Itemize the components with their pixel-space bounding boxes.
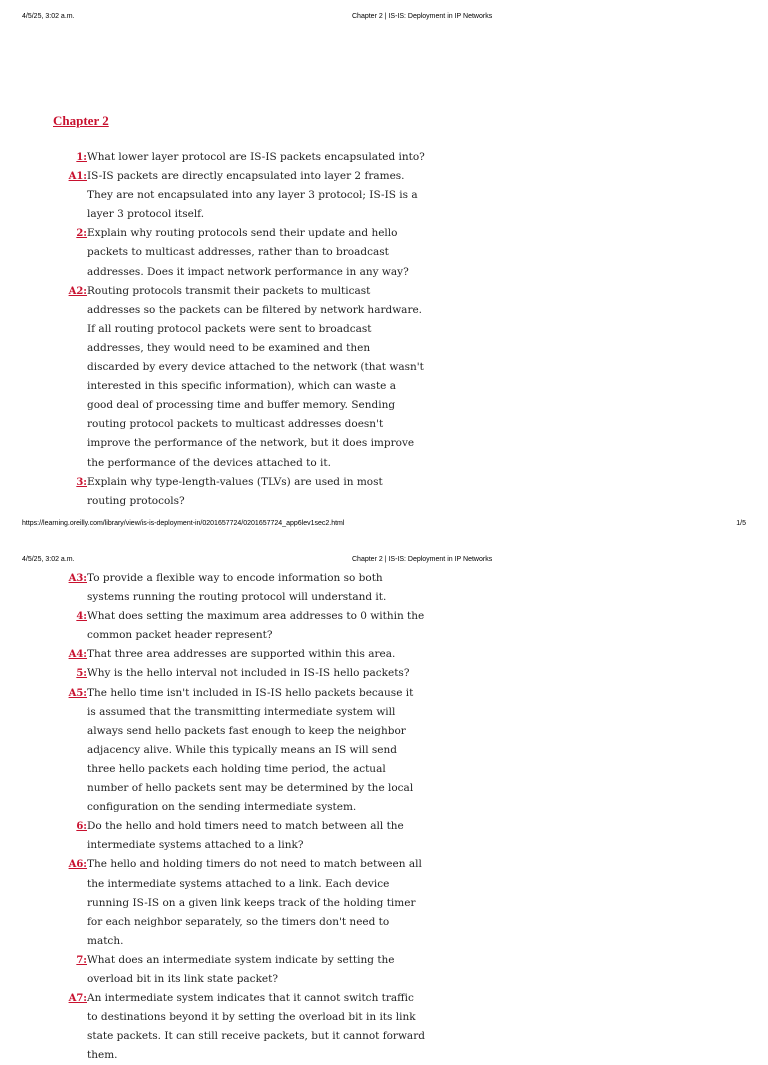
answer-item — [0, 645, 768, 664]
header-datetime: 4/5/25, 3:02 a.m. — [22, 13, 75, 20]
header-datetime: 4/5/25, 3:02 a.m. — [22, 556, 75, 563]
answer-text: The hello and holding timers do not need to match between all the intermediate systems attached to a link. Each device running IS-IS on a given link keeps track of the holding timer for each neighbor separately, so the timers don't need to match. — [87, 858, 422, 947]
answer-link[interactable]: A5: — [68, 687, 87, 699]
question-link[interactable]: 1: — [76, 152, 87, 163]
answer-item — [0, 855, 768, 950]
chapter-title-link[interactable]: Chapter 2 — [53, 113, 109, 128]
header-title: Chapter 2 | IS-IS: Deployment in IP Networks — [352, 556, 493, 563]
question-link[interactable]: 4: — [76, 611, 87, 623]
question-text: Do the hello and hold timers need to match between all the intermediate systems attached to a link? — [87, 820, 404, 852]
answer-item — [0, 684, 768, 818]
question-link[interactable]: 5: — [76, 668, 87, 680]
answer-link[interactable]: A3: — [68, 573, 87, 584]
question-item — [0, 607, 768, 645]
answer-link[interactable]: A1: — [68, 171, 87, 183]
question-text: What does setting the maximum area addresses to 0 within the common packet header represent? — [87, 610, 425, 642]
question-item — [0, 951, 768, 989]
question-link[interactable]: 7: — [76, 954, 87, 966]
answer-link[interactable]: A7: — [68, 993, 87, 1005]
page-header — [0, 556, 768, 568]
question-text: Explain why type-length-values (TLVs) are used in most routing protocols? — [87, 475, 383, 507]
answer-link[interactable]: A2: — [68, 285, 87, 297]
answer-text: An intermediate system indicates that it cannot switch traffic to destinations beyond it by setting the overload bit in its link state packets. It can still receive packets, but it cannot forward them. — [87, 992, 425, 1062]
answer-item — [0, 569, 768, 607]
question-item — [0, 148, 768, 167]
question-item — [0, 224, 768, 281]
answer-text: Routing protocols transmit their packets to multicast addresses so the packets can be filtered by network hardware. If all routing protocol packets were sent to broadcast addresses, they would need to be examined and then discarded by every device attached to the network (that wasn't interested in this specific information), which can waste a good deal of processing time and buffer memory. Sending routing protocol packets to multicast addresses doesn't improve the performance of the network, but it does improve the performance of the devices attached to it. — [87, 284, 424, 469]
page-header — [0, 13, 768, 25]
question-link[interactable]: 3: — [76, 476, 87, 488]
page-footer — [0, 520, 768, 532]
question-item — [0, 817, 768, 855]
question-text: Why is the hello interval not included in IS-IS hello packets? — [87, 667, 410, 680]
answer-text: The hello time isn't included in IS-IS hello packets because it is assumed that the transmitting intermediate system will always send hello packets fast enough to keep the neighbor adjacency alive. While this typically means an IS will send three hello packets each holding time period, the actual number of hello packets sent may be determined by the local configuration on the sending intermediate system. — [87, 686, 414, 814]
qa-list-page-1 — [0, 148, 768, 511]
question-item — [0, 664, 768, 683]
answer-item — [0, 989, 768, 1065]
question-text: What lower layer protocol are IS-IS packets encapsulated into? — [87, 151, 425, 163]
answer-link[interactable]: A4: — [68, 649, 87, 661]
answer-text: IS-IS packets are directly encapsulated into layer 2 frames. They are not encapsulated into any layer 3 protocol; IS-IS is a layer 3 protocol itself. — [87, 170, 418, 221]
question-text: What does an intermediate system indicate by setting the overload bit in its link state packet? — [87, 953, 395, 985]
question-link[interactable]: 6: — [76, 821, 87, 833]
question-item — [0, 473, 768, 511]
header-title: Chapter 2 | IS-IS: Deployment in IP Networks — [352, 13, 493, 20]
qa-list-page-2 — [0, 569, 768, 1065]
answer-item — [0, 282, 768, 473]
question-link[interactable]: 2: — [76, 228, 87, 240]
footer-url: https://learning.oreilly.com/library/view/is-is-deployment-in/0201657724/0201657724_app6lev1sec2.html — [22, 520, 345, 527]
answer-text: That three area addresses are supported within this area. — [87, 648, 396, 661]
answer-link[interactable]: A6: — [68, 859, 87, 871]
question-text: Explain why routing protocols send their update and hello packets to multicast addresses, rather than to broadcast addresses. Does it impact network performance in any way? — [87, 227, 409, 278]
answer-text: To provide a flexible way to encode information so both systems running the routing protocol will understand it. — [87, 572, 387, 604]
footer-page-number: 1/5 — [736, 520, 746, 527]
answer-item — [0, 167, 768, 224]
